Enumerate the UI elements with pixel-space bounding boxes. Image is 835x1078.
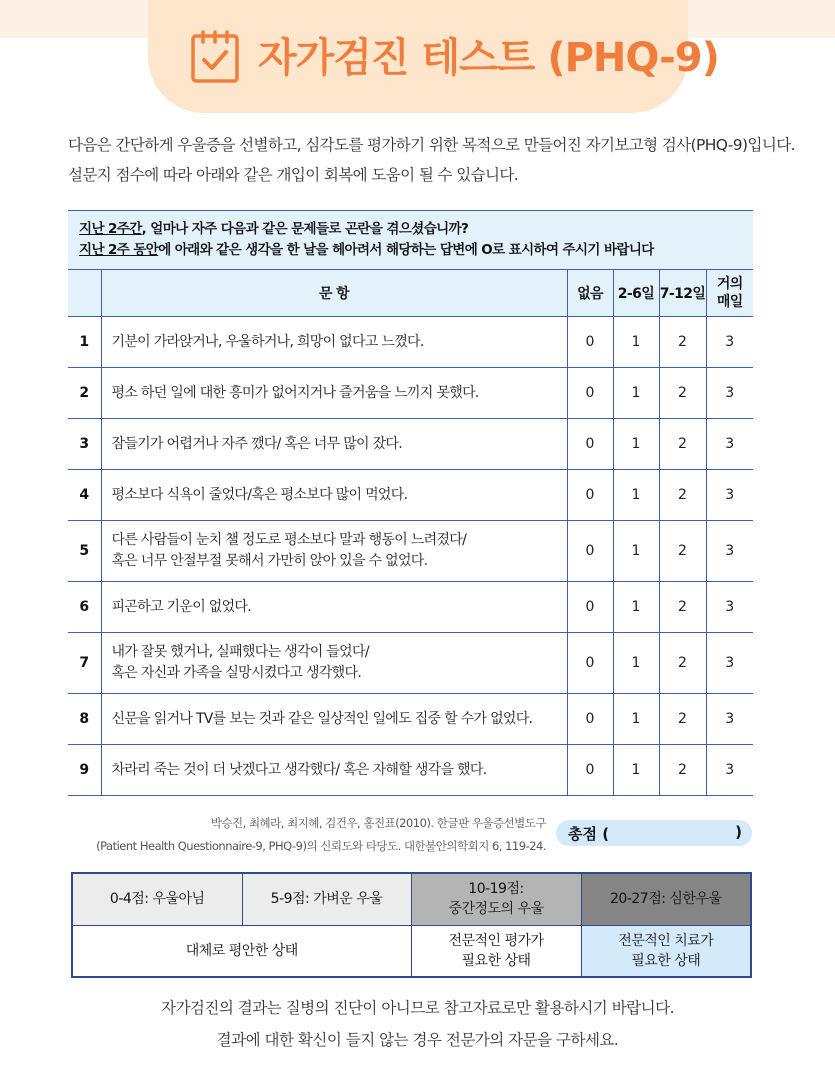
instructions <box>68 211 753 270</box>
action-treatment <box>581 925 751 977</box>
score-none[interactable]: 0 <box>567 368 613 419</box>
score-7-12-days[interactable]: 2 <box>659 368 706 419</box>
total-score-close: ) <box>735 823 742 841</box>
score-almost-daily[interactable]: 3 <box>706 694 753 745</box>
total-score-field[interactable] <box>616 823 734 843</box>
score-2-6-days[interactable]: 1 <box>613 694 659 745</box>
score-2-6-days[interactable]: 1 <box>613 470 659 521</box>
score-range-moderate <box>411 873 581 925</box>
question-text <box>101 419 567 470</box>
question-number: 9 <box>68 745 101 796</box>
question-text-line-1: 신문을 읽거나 TV를 보는 것과 같은 일상적인 일에도 집중 할 수가 없었다. <box>111 710 533 727</box>
score-7-12-days[interactable]: 2 <box>659 633 706 694</box>
question-row <box>68 582 753 633</box>
scoring-table <box>71 872 752 978</box>
action-treatment-line-1: 전문적인 치료가 <box>618 932 714 949</box>
question-text-line-1: 잠들기가 어렵거나 자주 깼다/ 혹은 너무 많이 잤다. <box>111 435 402 452</box>
question-text-line-1: 차라리 죽는 것이 더 낫겠다고 생각했다/ 혹은 자해할 생각을 했다. <box>111 761 487 778</box>
action-stable: 대체로 평안한 상태 <box>72 925 411 977</box>
question-row <box>68 317 753 368</box>
score-almost-daily[interactable]: 3 <box>706 317 753 368</box>
header-almost-daily <box>706 270 753 317</box>
question-rows <box>68 317 753 796</box>
score-2-6-days[interactable]: 1 <box>613 582 659 633</box>
footer-note <box>0 992 835 1056</box>
question-number: 6 <box>68 582 101 633</box>
score-none[interactable]: 0 <box>567 419 613 470</box>
score-none[interactable]: 0 <box>567 745 613 796</box>
question-text-line-1: 내가 잘못 했거나, 실패했다는 생각이 들었다/ <box>111 644 369 660</box>
question-text <box>101 582 567 633</box>
header-7-12-days: 7-12일 <box>659 270 706 317</box>
total-score-box <box>556 820 752 846</box>
question-text <box>101 368 567 419</box>
question-row <box>68 694 753 745</box>
phq9-table <box>68 210 753 796</box>
score-none[interactable]: 0 <box>567 521 613 582</box>
question-text-line-2: 혹은 너무 안절부절 못해서 가만히 앉아 있을 수 없었다. <box>111 553 428 569</box>
score-none[interactable]: 0 <box>567 582 613 633</box>
score-almost-daily[interactable]: 3 <box>706 633 753 694</box>
question-text <box>101 633 567 694</box>
question-number: 2 <box>68 368 101 419</box>
question-text-line-1: 평소 하던 일에 대한 흥미가 없어지거나 즐거움을 느끼지 못했다. <box>111 384 479 401</box>
question-row <box>68 745 753 796</box>
question-row <box>68 470 753 521</box>
score-almost-daily[interactable]: 3 <box>706 368 753 419</box>
score-2-6-days[interactable]: 1 <box>613 521 659 582</box>
footer-line-2: 결과에 대한 확신이 들지 않는 경우 전문가의 자문을 구하세요. <box>216 1031 619 1049</box>
question-text-line-1: 다른 사람들이 눈치 챌 정도로 평소보다 말과 행동이 느려졌다/ <box>111 532 467 548</box>
score-almost-daily[interactable]: 3 <box>706 419 753 470</box>
question-text-line-2: 혹은 자신과 가족을 실망시켰다고 생각했다. <box>111 665 362 681</box>
question-text-line-1: 평소보다 식욕이 줄었다/혹은 평소보다 많이 먹었다. <box>111 486 408 503</box>
score-range-moderate-line-2: 중간정도의 우울 <box>448 901 544 918</box>
intro-text <box>68 130 795 190</box>
score-range-moderate-line-1: 10-19점: <box>468 881 524 898</box>
question-row <box>68 368 753 419</box>
score-7-12-days[interactable]: 2 <box>659 582 706 633</box>
instruction-line-2 <box>79 240 742 261</box>
score-none[interactable]: 0 <box>567 470 613 521</box>
question-number: 7 <box>68 633 101 694</box>
question-number: 4 <box>68 470 101 521</box>
question-number: 5 <box>68 521 101 582</box>
score-none[interactable]: 0 <box>567 317 613 368</box>
score-7-12-days[interactable]: 2 <box>659 419 706 470</box>
score-range-none: 0-4점: 우울아님 <box>72 873 242 925</box>
score-2-6-days[interactable]: 1 <box>613 419 659 470</box>
instruction-text-2: 에 아래와 같은 생각을 한 날을 헤아려서 해당하는 답변에 O로 표시하여 주시기 바랍니다 <box>158 242 654 258</box>
action-evaluation-line-1: 전문적인 평가가 <box>448 932 544 949</box>
score-almost-daily[interactable]: 3 <box>706 521 753 582</box>
instruction-line-1 <box>79 219 742 240</box>
question-row <box>68 633 753 694</box>
score-7-12-days[interactable]: 2 <box>659 694 706 745</box>
score-7-12-days[interactable]: 2 <box>659 745 706 796</box>
action-treatment-line-2: 필요한 상태 <box>631 952 701 969</box>
header-almost-daily-line-2: 매일 <box>716 294 743 310</box>
instruction-period-2: 지난 2주 동안 <box>79 242 159 258</box>
citation-line-1: 박승진, 최혜라, 최지혜, 김건우, 홍진표(2010). 한글판 우울증선별도구 <box>210 816 546 830</box>
question-row <box>68 419 753 470</box>
page-title: 자가검진 테스트 (PHQ-9) <box>258 35 719 81</box>
action-evaluation <box>411 925 581 977</box>
question-number: 1 <box>68 317 101 368</box>
score-almost-daily[interactable]: 3 <box>706 582 753 633</box>
question-text <box>101 521 567 582</box>
intro-line-1: 다음은 간단하게 우울증을 선별하고, 심각도를 평가하기 위한 목적으로 만들어진 자기보고형 검사(PHQ-9)입니다. <box>68 136 795 154</box>
question-text <box>101 745 567 796</box>
citation <box>68 812 546 858</box>
header-2-6-days: 2-6일 <box>613 270 659 317</box>
question-text-line-1: 피곤하고 기운이 없었다. <box>111 598 251 615</box>
instruction-period-1: 지난 2주간 <box>79 221 142 237</box>
score-range-mild: 5-9점: 가벼운 우울 <box>242 873 411 925</box>
intro-line-2: 설문지 점수에 따라 아래와 같은 개입이 회복에 도움이 될 수 있습니다. <box>68 166 519 184</box>
question-text <box>101 694 567 745</box>
question-number: 8 <box>68 694 101 745</box>
total-score-label: 총점 ( <box>568 825 610 843</box>
checklist-icon <box>190 30 240 84</box>
score-2-6-days[interactable]: 1 <box>613 317 659 368</box>
score-7-12-days[interactable]: 2 <box>659 521 706 582</box>
question-text <box>101 470 567 521</box>
score-2-6-days[interactable]: 1 <box>613 633 659 694</box>
question-text-line-1: 기분이 가라앉거나, 우울하거나, 희망이 없다고 느꼈다. <box>111 333 424 350</box>
citation-line-2: (Patient Health Questionnaire-9, PHQ-9)의 신뢰도와 타당도. 대한불안의학회지 6, 119-24. <box>96 839 546 853</box>
instruction-text-1: , 얼마나 자주 다음과 같은 문제들로 곤란을 겪으셨습니까? <box>141 221 469 237</box>
header-number <box>68 270 101 317</box>
score-none[interactable]: 0 <box>567 633 613 694</box>
score-2-6-days[interactable]: 1 <box>613 368 659 419</box>
score-2-6-days[interactable]: 1 <box>613 745 659 796</box>
header-almost-daily-line-1: 거의 <box>716 276 743 292</box>
question-row <box>68 521 753 582</box>
action-evaluation-line-2: 필요한 상태 <box>461 952 531 969</box>
score-none[interactable]: 0 <box>567 694 613 745</box>
score-almost-daily[interactable]: 3 <box>706 745 753 796</box>
question-number: 3 <box>68 419 101 470</box>
question-text <box>101 317 567 368</box>
score-7-12-days[interactable]: 2 <box>659 317 706 368</box>
header-none: 없음 <box>567 270 613 317</box>
score-almost-daily[interactable]: 3 <box>706 470 753 521</box>
footer-line-1: 자가검진의 결과는 질병의 진단이 아니므로 참고자료로만 활용하시기 바랍니다. <box>160 999 675 1017</box>
header-item: 문 항 <box>101 270 567 317</box>
score-7-12-days[interactable]: 2 <box>659 470 706 521</box>
score-range-severe: 20-27점: 심한우울 <box>581 873 751 925</box>
